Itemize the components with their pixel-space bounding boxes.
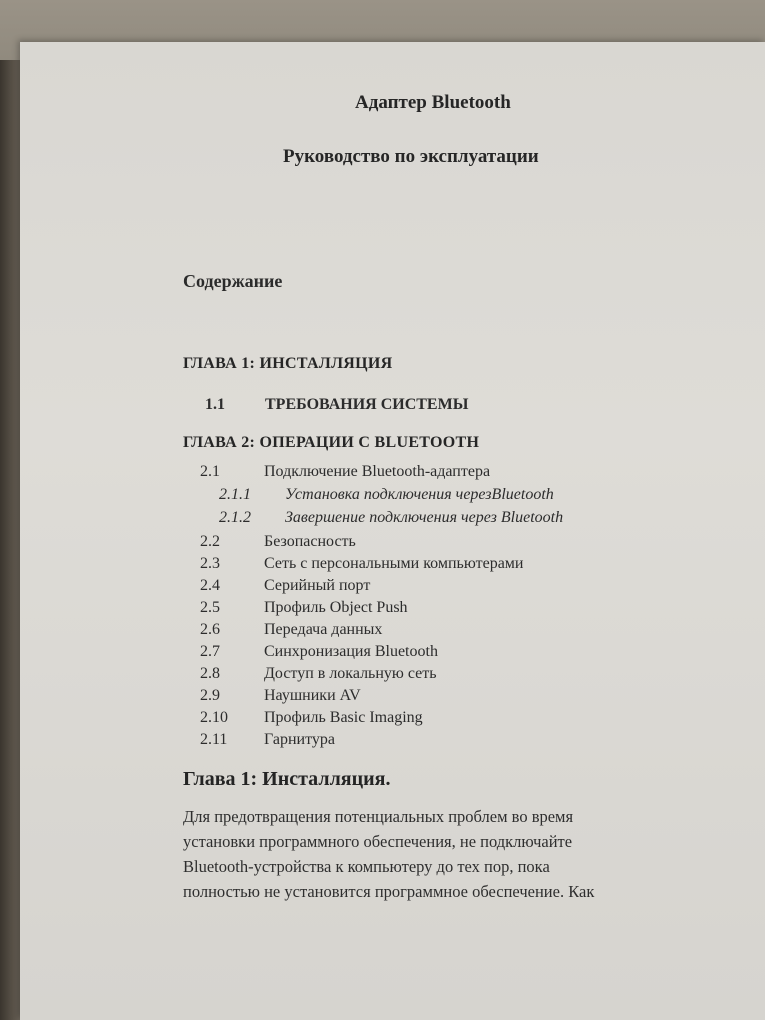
toc-item-number: 2.9 xyxy=(200,687,220,704)
toc-item-number: 2.8 xyxy=(200,665,220,682)
toc-item-number: 2.11 xyxy=(200,731,228,748)
toc-item-number: 1.1 xyxy=(205,396,225,413)
toc-item-basic-imaging[interactable]: Профиль Basic Imaging xyxy=(264,709,423,726)
toc-item-number: 2.10 xyxy=(200,709,228,726)
toc-item-number: 2.1 xyxy=(200,463,220,480)
toc-item-adapter-connection[interactable]: Подключение Bluetooth-адаптера xyxy=(264,463,491,480)
toc-item-serial-port[interactable]: Серийный порт xyxy=(264,577,371,594)
toc-item-headphones[interactable]: Наушники AV xyxy=(264,687,361,704)
paragraph-line: Bluetooth-устройства к компьютеру до тех пор, пока xyxy=(183,857,550,876)
toc-item-object-push[interactable]: Профиль Object Push xyxy=(264,599,408,616)
toc-subitem-end-connection[interactable]: Завершение подключения через Bluetooth xyxy=(285,509,564,526)
toc-item-system-requirements[interactable]: ТРЕБОВАНИЯ СИСТЕМЫ xyxy=(265,396,469,413)
toc-chapter-2[interactable]: ГЛАВА 2: ОПЕРАЦИИ С BLUETOOTH xyxy=(183,434,480,451)
toc-item-lan-access[interactable]: Доступ в локальную сеть xyxy=(264,665,437,682)
paragraph-line: установки программного обеспечения, не подключайте xyxy=(183,832,573,851)
document-subtitle: Руководство по эксплуатации xyxy=(283,146,539,167)
toc-item-number: 2.2 xyxy=(200,533,220,550)
toc-subitem-number: 2.1.1 xyxy=(219,486,251,503)
toc-item-security[interactable]: Безопасность xyxy=(264,533,356,550)
paragraph-line: полностью не установится программное обеспечение. Как xyxy=(183,882,595,901)
toc-item-pc-network[interactable]: Сеть с персональными компьютерами xyxy=(264,555,524,572)
toc-item-headset[interactable]: Гарнитура xyxy=(264,731,335,748)
toc-item-sync[interactable]: Синхронизация Bluetooth xyxy=(264,643,438,660)
toc-subitem-establish-connection[interactable]: Установка подключения черезBluetooth xyxy=(285,486,554,503)
toc-item-number: 2.3 xyxy=(200,555,220,572)
section-heading: Глава 1: Инсталляция. xyxy=(183,768,391,790)
toc-item-number: 2.5 xyxy=(200,599,220,616)
manual-page xyxy=(20,42,765,1020)
toc-item-number: 2.6 xyxy=(200,621,220,638)
toc-subitem-number: 2.1.2 xyxy=(219,509,251,526)
paragraph-line: Для предотвращения потенциальных проблем во время xyxy=(183,807,574,826)
toc-item-number: 2.4 xyxy=(200,577,220,594)
toc-chapter-1[interactable]: ГЛАВА 1: ИНСТАЛЛЯЦИЯ xyxy=(183,355,393,372)
contents-heading: Содержание xyxy=(183,271,283,291)
document-title: Адаптер Bluetooth xyxy=(355,92,511,113)
toc-item-data-transfer[interactable]: Передача данных xyxy=(264,621,383,638)
toc-item-number: 2.7 xyxy=(200,643,220,660)
book-spine xyxy=(0,60,22,1020)
